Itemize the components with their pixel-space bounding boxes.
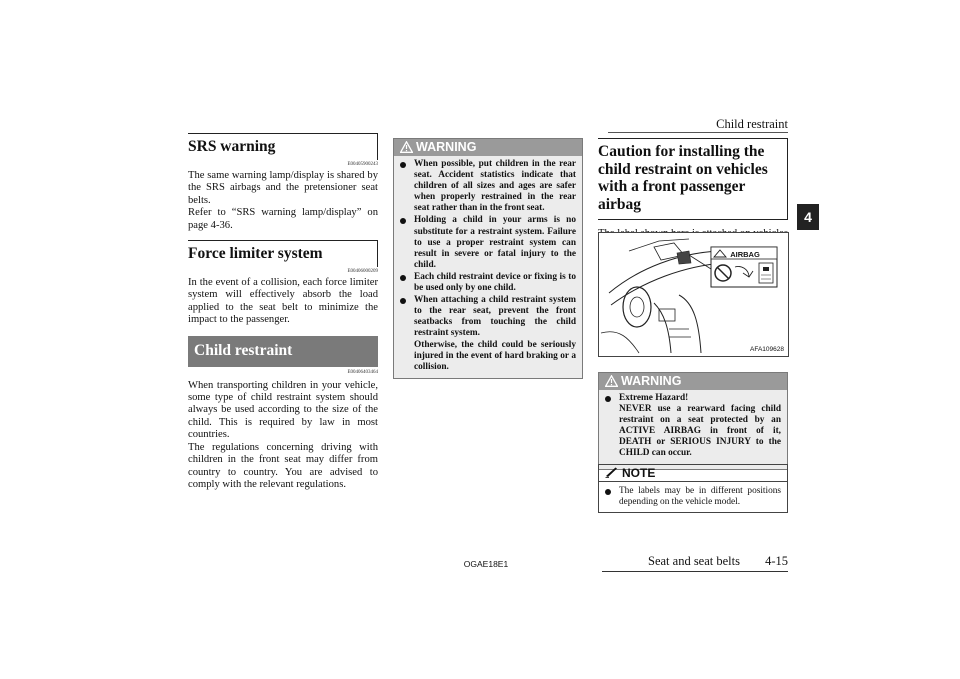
warning-item — [605, 393, 781, 460]
bullet-icon — [400, 218, 406, 224]
warning-label: WARNING — [621, 374, 682, 388]
warning-box-2-wrapper — [598, 372, 788, 470]
note-label: NOTE — [622, 466, 656, 480]
srs-warning-heading: SRS warning — [188, 133, 378, 160]
child-restraint-body-2: The regulations concerning driving with children in the front seat may differ from country to country. You are advised to comply with the relevant regulations. — [188, 441, 378, 490]
bullet-icon — [400, 298, 406, 304]
warning-box-1 — [393, 138, 583, 379]
warning-header — [599, 373, 787, 390]
srs-warning-body: The same warning lamp/display is shared by the SRS airbags and the pretensioner seat belts. — [188, 170, 378, 206]
srs-warning-refer: Refer to “SRS warning lamp/display” on page 4-36. — [188, 207, 378, 231]
note-item: The labels may be in different positions depending on the vehicle model. — [605, 486, 781, 508]
page-number: 4-15 — [765, 554, 788, 568]
middle-column — [393, 138, 583, 379]
note-box-wrapper — [598, 464, 788, 513]
airbag-label-text: AIRBAG — [730, 250, 760, 259]
dashboard-illustration — [599, 233, 788, 356]
chapter-tab: 4 — [797, 204, 819, 230]
force-limiter-code: E00406000209 — [347, 269, 378, 275]
child-restraint-banner: Child restraint — [188, 336, 378, 367]
note-pencil-icon — [605, 467, 619, 478]
warning-item: Holding a child in your arms is no substitute for a restraint system. Failure to use a proper restraint system can result in severe or fatal injury to the child. — [400, 215, 576, 270]
warning-item: Each child restraint device or fixing is to be used only by one child. — [400, 272, 576, 294]
extreme-hazard-text: NEVER use a rearward facing child restraint on a seat protected by an ACTIVE AIRBAG in front of it, DEATH or SERIOUS INJURY to the CHILD can occur. — [619, 404, 781, 459]
warning-triangle-icon — [400, 141, 413, 153]
force-limiter-body: In the event of a collision, each force limiter system will effectively absorb the load applied to the seat belt to minimize the impact to the passenger. — [188, 277, 378, 326]
figure-caption: AFA109628 — [750, 346, 784, 353]
note-box — [598, 464, 788, 513]
warning-box-2 — [598, 372, 788, 470]
running-head: Child restraint — [716, 117, 788, 131]
bullet-icon — [400, 275, 406, 281]
warning-item-extra: Otherwise, the child could be seriously injured in the event of hard braking or a collision. — [414, 339, 576, 372]
header-rule — [608, 132, 788, 133]
bullet-icon — [605, 396, 611, 402]
force-limiter-heading: Force limiter system — [188, 240, 378, 267]
left-column — [188, 133, 378, 491]
warning-item: When attaching a child restraint system to the rear seat, prevent the front seatbacks from touching the child restraint system. Otherwise, the child could be seriously injured in the event of hard braking or a collision. — [400, 295, 576, 373]
warning-header — [394, 139, 582, 156]
warning-triangle-icon — [605, 375, 618, 387]
srs-warning-code: E00405900243 — [347, 162, 378, 167]
bullet-icon — [400, 162, 406, 168]
child-restraint-code: E00406403464 — [347, 369, 378, 375]
footer-rule — [602, 571, 788, 572]
warning-label: WARNING — [416, 140, 477, 154]
child-restraint-body-1: When transporting children in your vehicle, some type of child restraint system should always be used according to the size of the child. This is required by law in most countries. — [188, 379, 378, 441]
document-code: OGAE18E1 — [463, 559, 509, 569]
warning-item: When possible, put children in the rear seat. Accident statistics indicate that children of all sizes and ages are safer when properly restrained in the rear seat rather than in the front seat. — [400, 159, 576, 214]
caution-heading: Caution for installing the child restraint on vehicles with a front passenger airbag — [598, 138, 788, 220]
bullet-icon — [605, 489, 611, 495]
airbag-label-figure — [598, 232, 789, 357]
note-body — [599, 482, 787, 512]
extreme-hazard-heading: Extreme Hazard! — [619, 393, 689, 403]
warning-body — [394, 156, 582, 378]
note-header — [599, 465, 787, 482]
warning-body — [599, 390, 787, 469]
footer-section-name: Seat and seat belts — [648, 554, 740, 568]
